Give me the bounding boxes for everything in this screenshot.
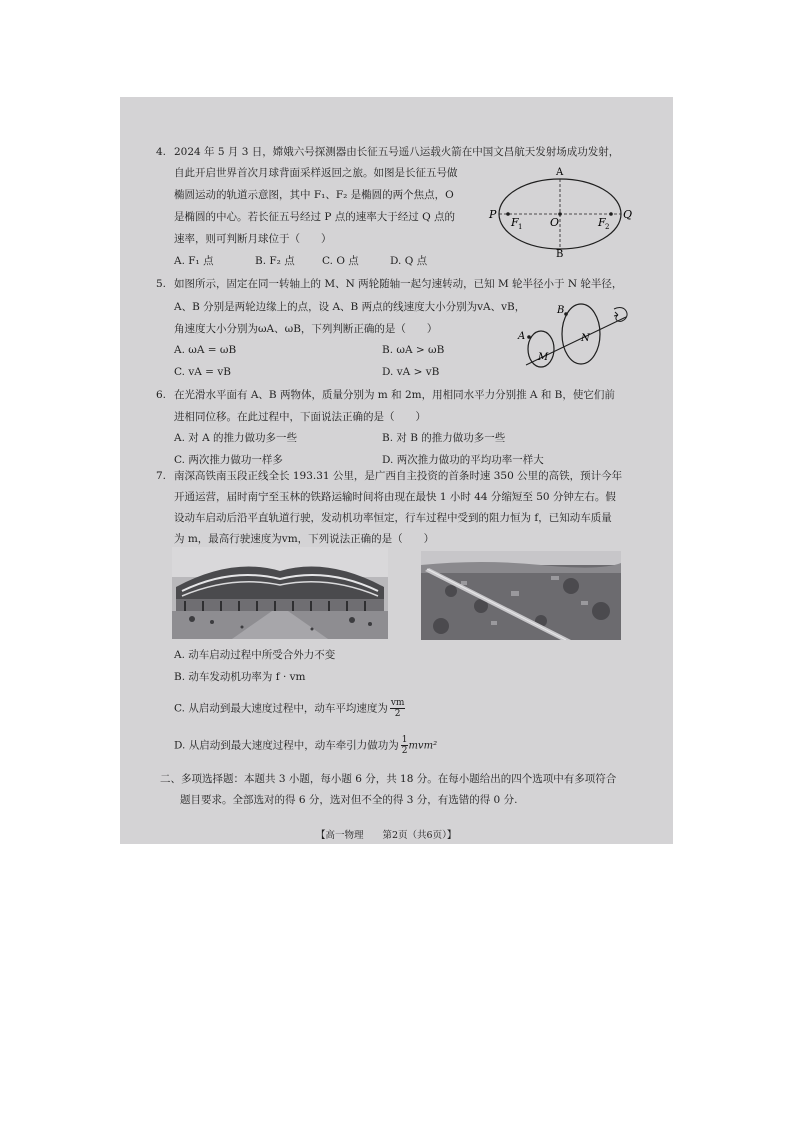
option-d xyxy=(174,735,437,756)
question-text: 在光滑水平面有 A、B 两物体，质量分别为 m 和 2m，用相同水平力分别推 A 和 B，使它们前 xyxy=(174,389,615,401)
question-text: 角速度大小分别为ωA、ωB，下列判断正确的是（ ） xyxy=(174,323,438,335)
question-text: 椭圆运动的轨道示意图，其中 F₁、F₂ 是椭圆的两个焦点，O xyxy=(174,189,454,201)
option-d-tail: mvm² xyxy=(408,740,438,752)
option-b: B. F₂ 点 xyxy=(255,255,295,267)
point-p xyxy=(506,212,510,216)
two-wheels-diagram xyxy=(514,297,636,375)
question-text: 自此开启世界首次月球背面采样返回之旅。如图是长征五号做 xyxy=(174,167,458,179)
railway-photo xyxy=(421,551,621,640)
question-text: A、B 分别是两轮边缘上的点，设 A、B 两点的线速度大小分别为vA、vB， xyxy=(174,301,526,313)
point-f2 xyxy=(609,212,613,216)
label-b: B xyxy=(556,249,564,257)
label-f1: F xyxy=(511,216,519,229)
option-b: B. 对 B 的推力做功多一些 xyxy=(382,432,506,444)
label-f2-sub: 2 xyxy=(605,223,610,231)
label-b: B xyxy=(557,305,565,316)
question-text: 设动车启动后沿平直轨道行驶，发动机功率恒定，行车过程中受到的阻力恒为 f，已知动车质量 xyxy=(174,512,612,524)
fraction-denominator: 2 xyxy=(394,709,401,719)
option-a: A. 对 A 的推力做功多一些 xyxy=(174,432,298,444)
option-a: A. 动车启动过程中所受合外力不变 xyxy=(174,649,336,661)
question-text: 进相同位移。在此过程中，下面说法正确的是（ ） xyxy=(174,411,426,423)
section-2-instructions: 题目要求。全部选对的得 6 分，选对但不全的得 3 分，有选错的得 0 分. xyxy=(180,794,518,806)
option-c: C. O 点 xyxy=(322,255,359,267)
option-d: D. 两次推力做功的平均功率一样大 xyxy=(382,454,544,466)
exam-page xyxy=(120,97,673,844)
station-photo xyxy=(172,547,388,639)
label-o: O xyxy=(550,216,560,229)
question-text: 开通运营，届时南宁至玉林的铁路运输时间将由现在最快 1 小时 44 分缩短至 50 分钟左右。假 xyxy=(174,491,616,503)
option-b: B. 动车发动机功率为 f · vm xyxy=(174,671,306,683)
point-b xyxy=(564,312,568,316)
point-a xyxy=(527,335,531,339)
option-d: D. Q 点 xyxy=(390,255,428,267)
option-a: A. ωA = ωB xyxy=(174,344,237,356)
label-p: P xyxy=(489,208,497,221)
section-2-heading: 二、多项选择题：本题共 3 小题，每小题 6 分，共 18 分。在每小题给出的四个选项中有多项符合 xyxy=(160,773,617,785)
label-a: A xyxy=(518,331,526,342)
option-b: B. ωA > ωB xyxy=(382,344,445,356)
option-c: C. vA = vB xyxy=(174,366,231,378)
ellipse-orbit-diagram xyxy=(486,163,636,257)
option-c xyxy=(174,698,405,719)
label-q: Q xyxy=(623,208,633,221)
label-m: M xyxy=(538,352,549,363)
fraction-numerator: 1 xyxy=(401,735,408,745)
option-c: C. 两次推力做功一样多 xyxy=(174,454,283,466)
option-c-text: C. 从启动到最大速度过程中，动车平均速度为 xyxy=(174,702,388,715)
option-a: A. F₁ 点 xyxy=(174,255,214,267)
average-velocity-fraction xyxy=(390,698,406,719)
question-text: 速率，则可判断月球位于（ ） xyxy=(174,233,332,245)
question-number: 4. xyxy=(156,146,167,158)
label-f2: F xyxy=(598,216,606,229)
question-text: 2024 年 5 月 3 日，嫦娥六号探测器由长征五号遥八运载火箭在中国文昌航天发射场成功发射， xyxy=(174,146,620,158)
question-text: 南深高铁南玉段正线全长 193.31 公里，是广西自主投资的首条时速 350 公里的高铁，预计今年 xyxy=(174,470,623,482)
fraction-numerator: vm xyxy=(390,698,405,708)
question-number: 7. xyxy=(156,470,167,482)
question-number: 5. xyxy=(156,278,167,290)
question-number: 6. xyxy=(156,389,167,401)
label-f1-sub: 1 xyxy=(518,223,523,231)
label-n: N xyxy=(581,333,590,344)
option-d-text: D. 从启动到最大速度过程中，动车牵引力做功为 xyxy=(174,739,399,752)
page-footer: 【高一物理 第2页（共6页）】 xyxy=(316,830,457,841)
question-text: 是椭圆的中心。若长征五号经过 P 点的速率大于经过 Q 点的 xyxy=(174,211,456,223)
question-text: 如图所示，固定在同一转轴上的 M、N 两轮随轴一起匀速转动，已知 M 轮半径小于 N 轮半径， xyxy=(174,278,623,290)
option-d: D. vA > vB xyxy=(382,366,440,378)
question-text: 为 m，最高行驶速度为vm，下列说法正确的是（ ） xyxy=(174,533,435,545)
label-a: A xyxy=(556,167,564,178)
fraction-denominator: 2 xyxy=(401,746,408,756)
